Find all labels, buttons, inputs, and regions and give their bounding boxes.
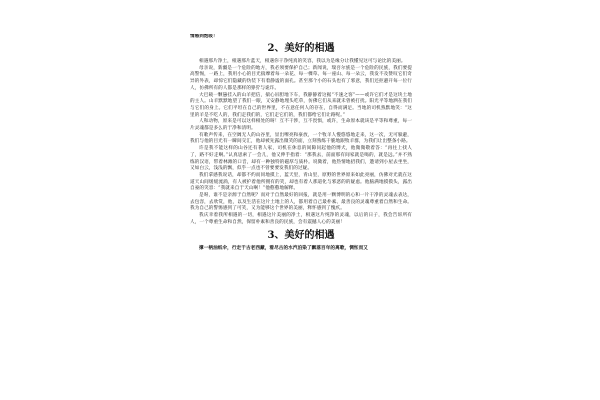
section-2-paragraph-1: 相遇那片净土，相遇那片蓝天，相遇你干净纯真的笑容，我以为是缘分让我懂见这可与论比的美丽。 (199, 59, 406, 64)
section-2-paragraph-6: 许是我不能这样的山谷还有著人家，司机在休息的间隙问起他的博犬，他微微敬着答：“再往上找人了，路不好走啊。”认真思索了一会儿，他又伸手指着：“那我去，前面那有间家就是喝的，就是远。”并不熟练的汉语，带着林滩的口音，却有一种独特的磁厚与质朴。说微着，他热情地招我们，邀请到小屋去坐坐，又如白云，浅浅的飘，似乎一点也不曾要要发我们的过疑。 (190, 146, 412, 172)
section-3-heading: 3、美好的相遇 (267, 229, 335, 241)
section-2-paragraph-3: 大巴载一颗悬挂入的山羊把信，揣心吊胆地下车，我静静着这据“不速之客”——或许它们才是这块土地的主人。山羊默默地望了我们一眼，又安静地埋头吃草，仿佛它们从来就未曾被打扰。阳光平等地洒在我们与它们的身上。它们平坦在自己的世界里，不在意任何人的存在，自得而满足。当地的司机熟默地笑：“这里的羊是不吃人的，我们走我们的，它们走它们的，我们都给它们让路呢。” (190, 92, 412, 118)
section-2-paragraph-2: 母亲说，新疆是一个危险的地方，我必须要保护自己；新闻说，瑞吾尔族是一个危险的民族，我们要提高警惕，一路上，我用小心的目光揣摩着每一朵花、每一棵草、每一座山、每一朵云，我发不及赞叹它们奇异的外表，却惊它们隐藏的伪装下有着静谧的面孔。甚至那个小的石头也有了邪意，我们还拒避开每一位行人，仿佛所有的人都是那样的狰狞与诡诈。 (190, 65, 412, 91)
section-2-paragraph-7: 我们拿感我说话，却都不约而同地摸上，蓝天里，青山里，原野的世界原来如此亮丽，仿佛对光就在这道天山间缓缓流淌，有人被护着他所拥有的笑，却也有着人那道化与邪恶的的疑虑。他脑满地摸摸头，露出自豪的笑容：“我就来自于天山啊！”他憨憨地解释。 (190, 172, 412, 192)
section-3-paragraph-1: 撑一柄油纸伞，行走于古老西藏，看尽古的水汽泊染了飘落百年的离歌，惆怅而又 (199, 245, 368, 251)
lead-line: 情感到饱吸！ (190, 34, 218, 39)
document-page (190, 34, 412, 396)
section-2-heading: 2、美好的相遇 (267, 43, 335, 54)
section-2-paragraph-9: 我庆幸着我所相遇的一切，相遇这片美丽的净土，相遇这片纯净的灵魂，以后的日子，我会告诉所有人，一个尊重生命和自然，保留朴素和善良的民族，会有震撼人心的美丽！ (190, 213, 412, 225)
section-2-paragraph-4: 人和动物，原来是可以这样相处的呀！互不干涉，互不畏惧，或许，生命原本就该是平等和尊重，每一片灵魂都是多么的于净和清明。 (190, 119, 412, 132)
section-2-paragraph-5: 有歌声传来，在空阔无人的山谷里，显出嘹亮和豪放，一个牧羊人慢悠悠地走来，这一次，无可躲避，我们与他的目光有一瞬间交汇，他却被先露出微笑的面，立刻熟练干脆地跟牧羊群，为我们让出整条小路。 (190, 132, 412, 145)
section-2-paragraph-8: 是呀，谁不是亲源于自然呢？而对于自然最好的回报，就是用一颗博明的心和一片干净的灵魂去表达，去包容，去欣赏，他，以及生活在这片土地上的人，都用着自己最朴素、最善良的灵魂尊重着自然和生命。我为自己的警惕感到了可笑，又为能够这个世界的美丽，释怀感到了愧疚。 (190, 193, 412, 212)
